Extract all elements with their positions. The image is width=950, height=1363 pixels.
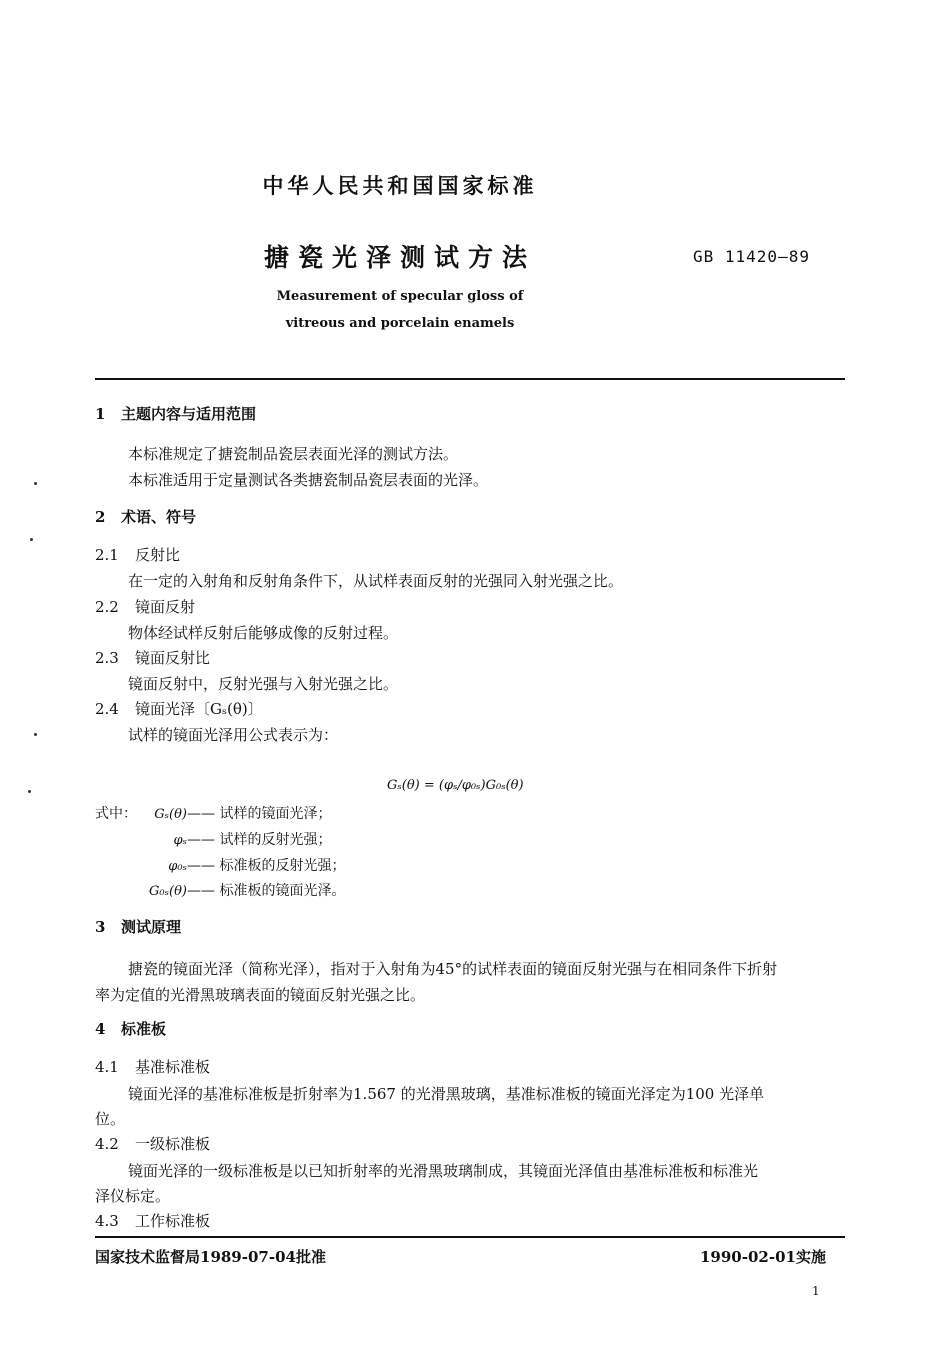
symbol-description: —— 标准板的镜面光泽。 bbox=[187, 883, 346, 899]
symbol-description: —— 试样的反射光强； bbox=[187, 832, 332, 848]
clause-title: 镜面光泽〔Gₛ(θ)〕 bbox=[135, 700, 263, 718]
clause-2-3-heading bbox=[95, 647, 210, 668]
clause-number: 4.2 bbox=[95, 1135, 119, 1153]
symbol-definition bbox=[95, 829, 331, 849]
paragraph: 本标准适用于定量测试各类搪瓷制品瓷层表面的光泽。 bbox=[128, 471, 489, 489]
section-title: 测试原理 bbox=[121, 918, 182, 936]
standard-org-title: 中华人民共和国国家标准 bbox=[262, 173, 538, 198]
clause-4-2-heading bbox=[95, 1133, 210, 1154]
clause-number: 2.2 bbox=[95, 598, 119, 616]
section-4-heading bbox=[95, 1018, 166, 1039]
paragraph: 搪瓷的镜面光泽（简称光泽），指对于入射角为45°的试样表面的镜面反射光强与在相同条件下折射 bbox=[128, 960, 778, 978]
clause-number: 2.1 bbox=[95, 546, 119, 564]
paragraph: 本标准规定了搪瓷制品瓷层表面光泽的测试方法。 bbox=[128, 445, 459, 463]
scan-speck bbox=[30, 538, 33, 541]
document-title: 搪瓷光泽测试方法 bbox=[263, 243, 536, 272]
scan-speck bbox=[34, 482, 37, 485]
clause-title: 反射比 bbox=[135, 546, 181, 564]
approval-date: 国家技术监督局1989-07-04批准 bbox=[95, 1248, 326, 1266]
section-number: 3 bbox=[95, 918, 106, 936]
section-title: 标准板 bbox=[121, 1020, 167, 1038]
clause-title: 基准标准板 bbox=[135, 1058, 211, 1076]
symbol-definition bbox=[95, 855, 345, 875]
clause-2-2-heading bbox=[95, 596, 195, 617]
symbol-definition bbox=[95, 803, 331, 823]
section-number: 1 bbox=[95, 405, 106, 423]
gloss-formula: Gₛ(θ) = (φₛ/φ₀ₛ)G₀ₛ(θ) bbox=[387, 778, 524, 793]
clause-number: 4.1 bbox=[95, 1058, 119, 1076]
symbol-definition bbox=[95, 880, 345, 900]
clause-number: 4.3 bbox=[95, 1212, 119, 1230]
clause-4-3-heading bbox=[95, 1210, 210, 1231]
paragraph-continued: 位。 bbox=[95, 1110, 126, 1128]
symbol-description: —— 标准板的反射光强； bbox=[187, 858, 346, 874]
clause-2-1-heading bbox=[95, 544, 180, 565]
clause-title: 工作标准板 bbox=[135, 1212, 211, 1230]
paragraph: 镜面光泽的基准标准板是折射率为1.567 的光滑黑玻璃，基准标准板的镜面光泽定为100 光泽单 bbox=[128, 1085, 765, 1103]
standard-code: GB 11420—89 bbox=[693, 247, 810, 266]
symbol-description: —— 试样的镜面光泽； bbox=[187, 806, 332, 822]
english-title-line2: vitreous and porcelain enamels bbox=[285, 316, 515, 331]
paragraph: 在一定的入射角和反射角条件下，从试样表面反射的光强同入射光强之比。 bbox=[128, 572, 624, 590]
section-1-heading bbox=[95, 403, 256, 424]
paragraph-continued: 泽仪标定。 bbox=[95, 1187, 171, 1205]
section-title: 主题内容与适用范围 bbox=[121, 405, 257, 423]
symbol: G₀ₛ(θ) bbox=[149, 884, 187, 899]
page-number: 1 bbox=[812, 1284, 820, 1298]
symbol: Gₛ(θ) bbox=[154, 807, 187, 822]
clause-title: 一级标准板 bbox=[135, 1135, 211, 1153]
clause-2-4-heading bbox=[95, 698, 263, 719]
section-title: 术语、符号 bbox=[121, 508, 197, 526]
scan-speck bbox=[28, 790, 31, 793]
section-3-heading bbox=[95, 916, 181, 937]
section-number: 4 bbox=[95, 1020, 106, 1038]
clause-4-1-heading bbox=[95, 1056, 210, 1077]
paragraph: 试样的镜面光泽用公式表示为： bbox=[128, 726, 339, 744]
header-rule bbox=[95, 378, 845, 380]
clause-number: 2.4 bbox=[95, 700, 119, 718]
scan-speck bbox=[34, 733, 37, 736]
paragraph: 镜面光泽的一级标准板是以已知折射率的光滑黑玻璃制成，其镜面光泽值由基准标准板和标准光 bbox=[128, 1162, 759, 1180]
clause-number: 2.3 bbox=[95, 649, 119, 667]
symbol: φₛ bbox=[173, 833, 187, 848]
where-prefix: 式中： bbox=[95, 806, 137, 822]
paragraph: 物体经试样反射后能够成像的反射过程。 bbox=[128, 624, 399, 642]
paragraph-continued: 率为定值的光滑黑玻璃表面的镜面反射光强之比。 bbox=[95, 986, 426, 1004]
english-title-line1: Measurement of specular gloss of bbox=[276, 289, 524, 304]
section-number: 2 bbox=[95, 508, 106, 526]
section-2-heading bbox=[95, 506, 196, 527]
effective-date: 1990-02-01实施 bbox=[700, 1248, 826, 1266]
footer-rule bbox=[95, 1236, 845, 1238]
paragraph: 镜面反射中，反射光强与入射光强之比。 bbox=[128, 675, 399, 693]
clause-title: 镜面反射 bbox=[135, 598, 196, 616]
clause-title: 镜面反射比 bbox=[135, 649, 211, 667]
symbol: φ₀ₛ bbox=[168, 859, 187, 874]
